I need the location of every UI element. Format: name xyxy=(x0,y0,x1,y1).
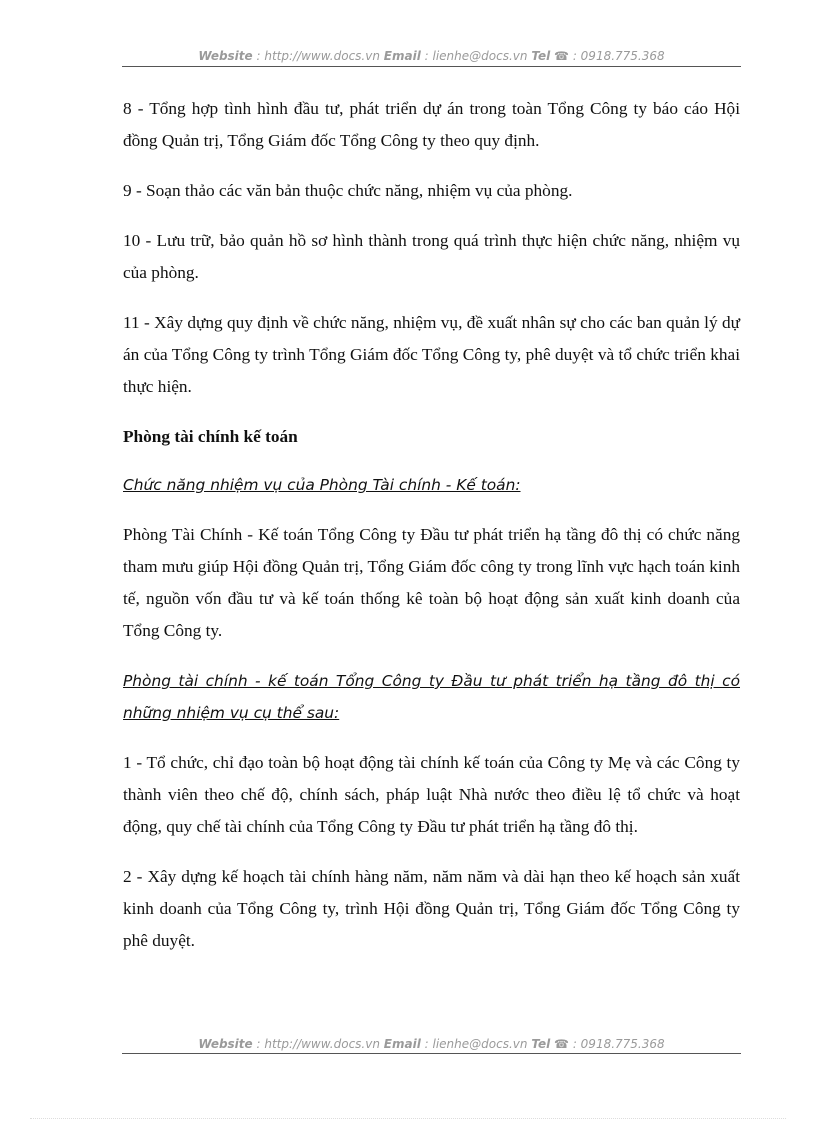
paragraph-9: 9 - Soạn thảo các văn bản thuộc chức năng, nhiệm vụ của phòng. xyxy=(123,181,573,200)
page-footer xyxy=(122,1036,741,1052)
task-2: 2 - Xây dựng kế hoạch tài chính hàng năm, năm năm và dài hạn theo kế hoạch sản xuất kinh doanh của Tổng Công ty, trình Hội đồng Quản trị, Tổng Giám đốc Tổng Công ty phê duyệt. xyxy=(123,867,740,950)
tasks-subheading: Phòng tài chính - kế toán Tổng Công ty Đầu tư phát triển hạ tầng đô thị có những nhiệm vụ cụ thể sau: xyxy=(123,672,740,722)
footer-tel-label: Tel xyxy=(531,1037,551,1051)
header-email-value[interactable]: : lienhe@docs.vn xyxy=(424,49,528,63)
header-tel-value: : 0918.775.368 xyxy=(572,49,665,63)
paragraph-11: 11 - Xây dựng quy định về chức năng, nhiệm vụ, đề xuất nhân sự cho các ban quản lý dự án của Tổng Công ty trình Tổng Giám đốc Tổng Công ty, phê duyệt và tổ chức triển khai thực hiện. xyxy=(123,313,740,396)
task-1: 1 - Tổ chức, chỉ đạo toàn bộ hoạt động tài chính kế toán của Công ty Mẹ và các Công ty thành viên theo chế độ, chính sách, pháp luật Nhà nước theo điều lệ tổ chức và hoạt động, quy chế tài chính của Tổng Công ty Đầu tư phát triển hạ tầng đô thị. xyxy=(123,753,740,836)
footer-email-label: Email xyxy=(383,1037,421,1051)
footer-email-value[interactable]: : lienhe@docs.vn xyxy=(424,1037,528,1051)
footer-website-label: Website xyxy=(198,1037,253,1051)
phone-icon: ☎ xyxy=(554,1037,569,1051)
paragraph-8: 8 - Tổng hợp tình hình đầu tư, phát triển dự án trong toàn Tổng Công ty báo cáo Hội đồng Quản trị, Tổng Giám đốc Tổng Công ty theo quy định. xyxy=(123,99,740,150)
footer-divider xyxy=(122,1053,741,1054)
document-body xyxy=(123,93,740,975)
footer-tel-value: : 0918.775.368 xyxy=(572,1037,665,1051)
header-email-label: Email xyxy=(383,49,421,63)
footer-website-url[interactable]: : http://www.docs.vn xyxy=(256,1037,380,1051)
phone-icon: ☎ xyxy=(554,49,569,63)
section-heading: Phòng tài chính kế toán xyxy=(123,427,298,446)
page-header xyxy=(122,48,741,64)
header-website-url[interactable]: : http://www.docs.vn xyxy=(256,49,380,63)
header-website-label: Website xyxy=(198,49,253,63)
page-edge-divider xyxy=(30,1118,786,1119)
header-divider xyxy=(122,66,741,67)
header-tel-label: Tel xyxy=(531,49,551,63)
section-subheading: Chức năng nhiệm vụ của Phòng Tài chính - Kế toán: xyxy=(123,476,521,494)
intro-paragraph: Phòng Tài Chính - Kế toán Tổng Công ty Đầu tư phát triển hạ tầng đô thị có chức năng tham mưu giúp Hội đồng Quản trị, Tổng Giám đốc công ty trong lĩnh vực hạch toán kinh tế, nguồn vốn đầu tư và kế toán thống kê toàn bộ hoạt động sản xuất kinh doanh của Tổng Công ty. xyxy=(123,525,740,640)
paragraph-10: 10 - Lưu trữ, bảo quản hồ sơ hình thành trong quá trình thực hiện chức năng, nhiệm vụ của phòng. xyxy=(123,231,740,282)
